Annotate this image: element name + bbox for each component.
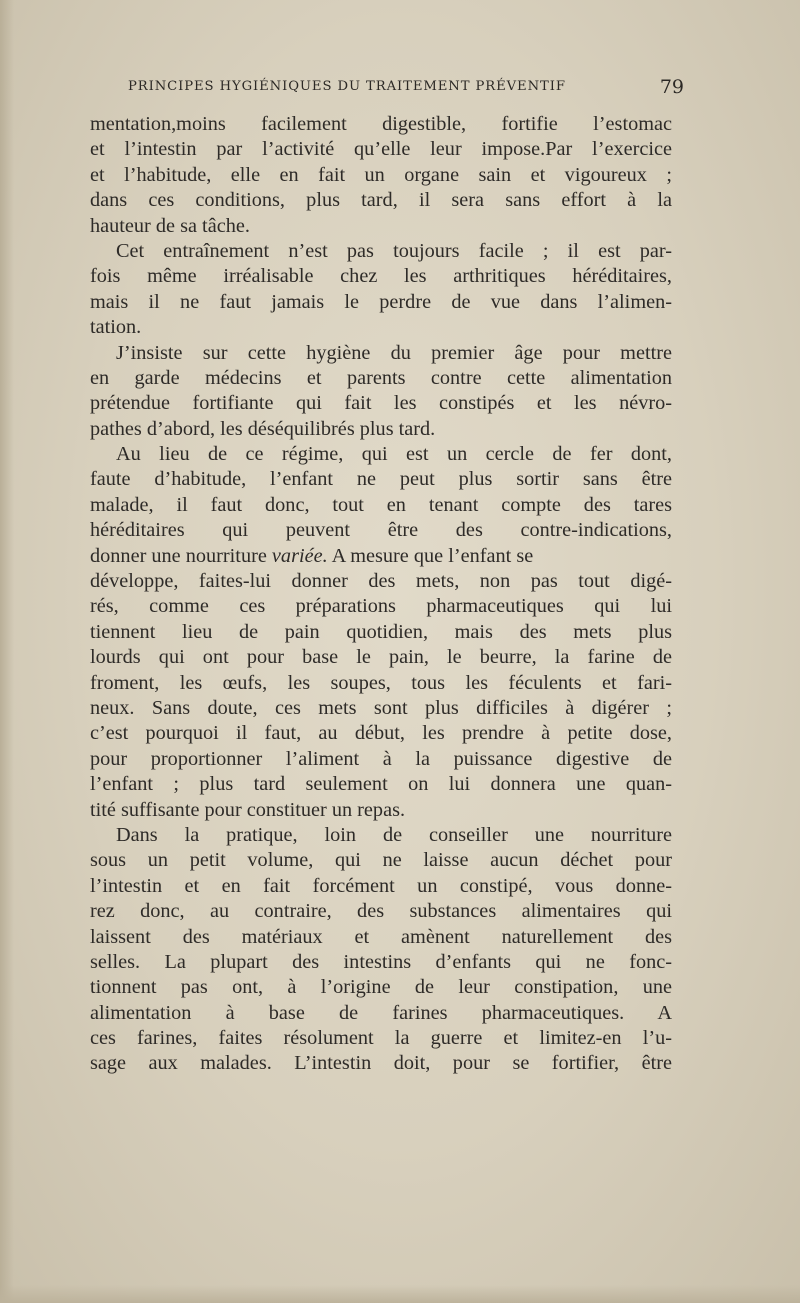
text-line: et l’intestin par l’activité qu’elle leur impose.Par l’exercice [90,138,672,161]
text-line: mentation,moins facilement digestible, fortifie l’estomac [90,113,672,135]
text-line: selles. La plupart des intestins d’enfants qui ne fonc- [90,950,672,973]
text-segment: donner une nourriture [90,544,267,567]
text-line: hauteur de sa tâche. [90,214,250,237]
text-line: mais il ne faut jamais le perdre de vue dans l’alimen- [90,290,672,313]
text-line: ces farines, faites résolument la guerre et limitez-en l’u- [90,1027,672,1050]
text-line: tation. [90,316,142,339]
text-line: lourds qui ont pour base le pain, le beurre, la farine de [90,646,672,669]
text-line: rés, comme ces préparations pharmaceutiques qui lui [90,595,672,618]
text-line: pathes d’abord, les déséquilibrés plus tard. [90,417,436,440]
paragraph-start-line: Cet entraînement n’est pas toujours facile ; il est par- [116,239,672,262]
text-line: pour proportionner l’aliment à la puissance digestive de [90,747,672,770]
body-text [90,112,672,1077]
text-line: en garde médecins et parents contre cette alimentation [90,366,672,389]
text-line: rez donc, au contraire, des substances alimentaires qui [90,900,672,923]
page-edge-shadow [0,0,14,1303]
text-line: dans ces conditions, plus tard, il sera sans effort à la [90,189,672,212]
text-line: et l’habitude, elle en fait un organe sain et vigoureux ; [90,163,672,186]
text-line: laissent des matériaux et amènent naturellement des [90,925,672,948]
paragraph-start-line: J’insiste sur cette hygiène du premier âge pour mettre [116,341,672,364]
page-number: 79 [659,76,684,98]
text-line: sous un petit volume, qui ne laisse aucun déchet pour [90,849,672,872]
text-line: alimentation à base de farines pharmaceutiques. A [90,1001,672,1024]
emphasized-word: variée. [271,544,328,567]
running-title: PRINCIPES HYGIÉNIQUES DU TRAITEMENT PRÉVENTIF [128,79,566,94]
text-line: tiennent lieu de pain quotidien, mais des mets plus [90,620,672,643]
text-line: faute d’habitude, l’enfant ne peut plus sortir sans être [90,468,672,491]
text-line: malade, il faut donc, tout en tenant compte des tares [90,493,672,516]
paragraph-start-line: Dans la pratique, loin de conseiller une nourriture [116,823,672,846]
text-line: sage aux malades. L’intestin doit, pour se fortifier, être [90,1052,672,1075]
text-line: l’intestin et en fait forcément un constipé, vous donne- [90,874,672,897]
text-line: prétendue fortifiante qui fait les constipés et les névro- [90,392,672,415]
text-line: développe, faites-lui donner des mets, non pas tout digé- [90,570,672,593]
text-line: c’est pourquoi il faut, au début, les prendre à petite dose, [90,722,672,745]
text-segment: A mesure que l’enfant se [331,544,534,567]
page-bottom-shadow [0,1285,800,1303]
text-line: tionnent pas ont, à l’origine de leur constipation, une [90,976,672,999]
text-line: neux. Sans doute, ces mets sont plus difficiles à digérer ; [90,696,672,719]
text-line: fois même irréalisable chez les arthritiques héréditaires, [90,265,672,288]
text-line: froment, les œufs, les soupes, tous les féculents et fari- [90,671,672,694]
text-line-with-emphasis [90,544,672,569]
text-line: tité suffisante pour constituer un repas. [90,798,406,821]
paragraph-start-line: Au lieu de ce régime, qui est un cercle de fer dont, [116,443,672,466]
running-header [128,76,684,100]
text-line: héréditaires qui peuvent être des contre-indications, [90,519,672,542]
text-line: l’enfant ; plus tard seulement on lui donnera une quan- [90,773,672,796]
